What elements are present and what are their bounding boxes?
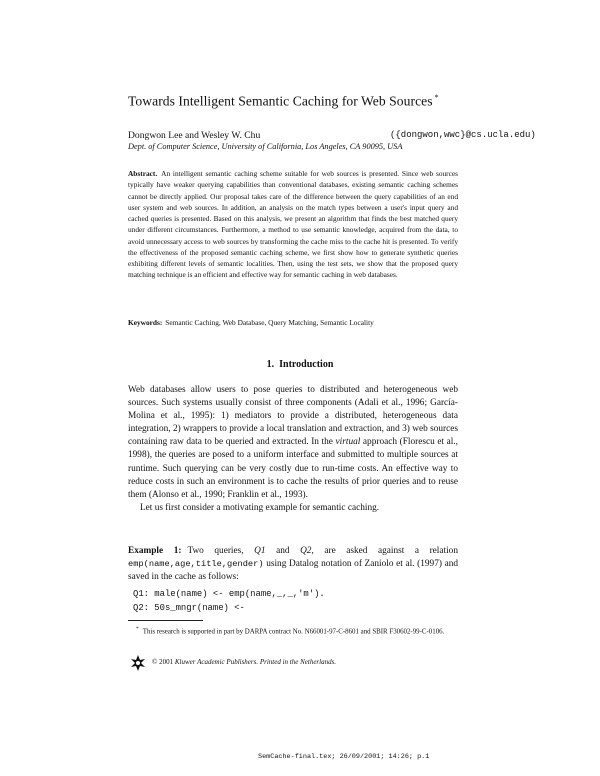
example-label: Example 1: [128, 546, 182, 556]
copyright-publisher: Kluwer Academic Publishers. Printed in the Netherlands. [174, 658, 337, 666]
footnote-mark: * [136, 626, 139, 632]
keywords-text: Semantic Caching, Web Database, Query Matching, Semantic Locality [165, 318, 374, 327]
example-text-2: and [265, 546, 301, 556]
running-footer: SemCache-final.tex; 26/09/2001; 14:26; p.1 [258, 753, 430, 761]
keywords-label: Keywords: [128, 318, 163, 327]
author-line [128, 130, 536, 141]
code-line-q2: Q2: 50s_mngr(name) <- [133, 603, 245, 613]
copyright-line [152, 658, 472, 666]
abstract [128, 168, 458, 281]
example-q1: Q1 [254, 546, 266, 556]
author-email: ({dongwon,wwc}@cs.ucla.edu) [390, 130, 536, 140]
title-text: Towards Intelligent Semantic Caching for Web Sources [128, 93, 433, 109]
abstract-text: An intelligent semantic caching scheme suitable for web sources is presented. Since web sources typically have weaker querying capabilities than conventional databases, existing semantic caching schemes cannot be directly applied. Our proposal takes care of the difference between the query capabilities of an end user system and web sources. In addition, an analysis on the match types between a user's input query and cached queries is presented. Based on this analysis, we present an algorithm that finds the best matched query under different circumstances. Furthermore, a method to use semantic knowledge, acquired from the data, to avoid unnecessary access to web sources by transforming the cache miss to the cache hit is presented. To verify the effectiveness of the proposed semantic caching scheme, we first show how to generate synthetic queries exhibiting different levels of semantic localities. Then, using the test sets, we show that the proposed query matching technique is an efficient and effective way for semantic caching in web databases. [128, 169, 458, 280]
example-q2: Q2 [300, 546, 312, 556]
intro-paragraph-1 [128, 384, 458, 502]
intro-p1-virtual: virtual [335, 437, 361, 448]
title-footnote-mark: * [434, 93, 439, 102]
keywords [128, 318, 468, 327]
paper-title [128, 93, 508, 110]
section-heading [0, 359, 600, 370]
section-number: 1. [266, 359, 275, 370]
intro-p1-text-b: approach (Florescu et al., 1998), the queries are posed to a uniform interface and submitted to multiple sources at runtime. Such querying can be very costly due to run-time costs. An effective way to reduce costs in such an environment is to cache the results of prior queries and to reuse them (Alonso et al., 1990; Franklin et al., 1993). [128, 437, 458, 500]
example-1 [128, 545, 458, 584]
footnote-text: This research is supported in part by DARPA contract No. N66001-97-C-8601 and SBIR F30602-99-C-0106. [142, 628, 445, 636]
code-line-q1: Q1: male(name) <- emp(name,_,_,'m'). [133, 589, 325, 599]
author-names: Dongwon Lee and Wesley W. Chu [128, 130, 261, 141]
example-text-3: , are asked against a relation [311, 546, 458, 556]
copyright-year: © 2001 [152, 658, 174, 666]
example-text-1: Two queries, [187, 546, 255, 556]
footnote-rule [128, 620, 203, 621]
example-text-4: using Datalog notation of Zaniolo et al. (1997) and saved in the cache as follows: [128, 559, 458, 583]
kluwer-logo-icon [128, 654, 148, 672]
example-relation: emp(name,age,title,gender) [128, 559, 264, 570]
introduction-body [128, 384, 458, 515]
intro-paragraph-2: Let us first consider a motivating example for semantic caching. [140, 502, 380, 513]
section-title: Introduction [279, 359, 334, 370]
abstract-label: Abstract. [128, 169, 158, 178]
footnote [128, 624, 458, 637]
affiliation: Dept. of Computer Science, University of California, Los Angeles, CA 90095, USA [128, 142, 403, 151]
intro-p1-text-a: Web databases allow users to pose queries to distributed and heterogeneous web sources. Such systems usually consist of three components (Adali et al., 1996; García-Molina et al., 1995): 1) mediators to provide a distributed, heterogeneous data integration, 2) wrappers to provide a local translation and extraction, and 3) web sources containing raw data to be queried and extracted. In the [128, 385, 458, 448]
